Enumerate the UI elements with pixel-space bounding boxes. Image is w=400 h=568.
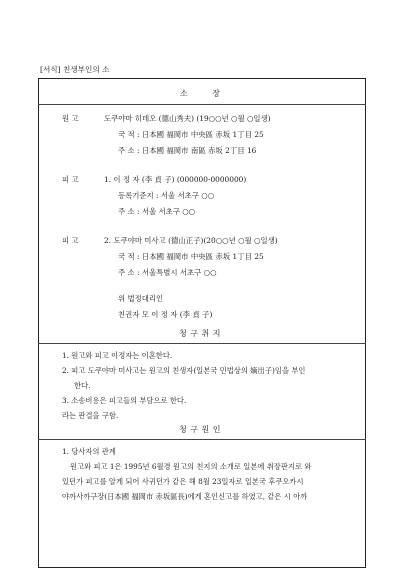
claim-item: 1. 원고와 피고 이정자는 이혼한다. [62,351,173,360]
cause-separator [38,439,366,440]
claim-conclusion: 라는 판결을 구함. [62,411,119,420]
claim-item: 3. 소송비용은 피고들의 부담으로 한다. [62,396,187,405]
plaintiff-address: 주 소 : 日本國 福岡市 南區 赤坂 2丁目 16 [118,146,257,155]
defendant2-role: 피 고 [62,236,79,245]
claim-item: 2. 피고 도쿠야마 미사고는 원고의 친생자(일본국 민법상의 嫡出子)임을 부인 [62,366,306,375]
defendant2-name: 2. 도쿠야마 미사고 (德山正子)(20○○년 ○월 ○일생) [104,236,278,245]
defendant1-address: 주 소 : 서울 서초구 ○○ [118,207,196,216]
cause-subheading: 1. 당사자의 관계 [62,447,116,456]
defendant1-registration: 등록기준지 : 서울 서초구 ○○ [118,191,215,200]
title-separator [38,104,366,105]
plaintiff-role: 원 고 [62,114,79,123]
legal-representative-label: 위 법정대리인 [118,294,164,303]
legal-representative-name: 친권자 모 이 정 자 (李 貞 子) [118,310,213,319]
plaintiff-nationality: 국 적 : 日本國 福岡市 中央區 赤坂 1丁目 25 [118,130,264,139]
cause-heading: 청 구 원 인 [178,425,222,434]
claim-separator [38,343,366,344]
defendant1-name: 1. 이 정 자 (李 貞 子) (000000-0000000) [104,175,247,184]
claim-item: 한다. [74,381,91,390]
defendant2-address: 주 소 : 서울특별시 서초구 ○○ [118,268,217,277]
plaintiff-name: 도쿠야마 히데오 (德山秀夫) (19○○년 ○월 ○일생) [104,114,271,123]
defendant1-role: 피 고 [62,175,79,184]
form-label: [서식] 친생부인의 소 [40,65,110,74]
cause-paragraph-line: 있던가 피고를 알게 되어 사귀던가 같은 해 8월 23일자로 일본국 후쿠오카시 [62,477,304,486]
cause-paragraph-line: 원고와 피고 1은 1995년 6월경 원고의 친지의 소개로 일본에 취장판지로 와 [70,462,312,471]
document-title: 소 장 [180,89,220,98]
claim-heading: 청 구 취 지 [178,329,222,338]
defendant2-nationality: 국 적 : 日本國 福岡市 中央區 赤坂 1丁目 25 [118,252,264,261]
cause-paragraph-line: 야까사까구장(日本國 福岡市 赤坂區長)에게 혼인신고를 하였고, 같은 시 아까 [62,492,308,501]
